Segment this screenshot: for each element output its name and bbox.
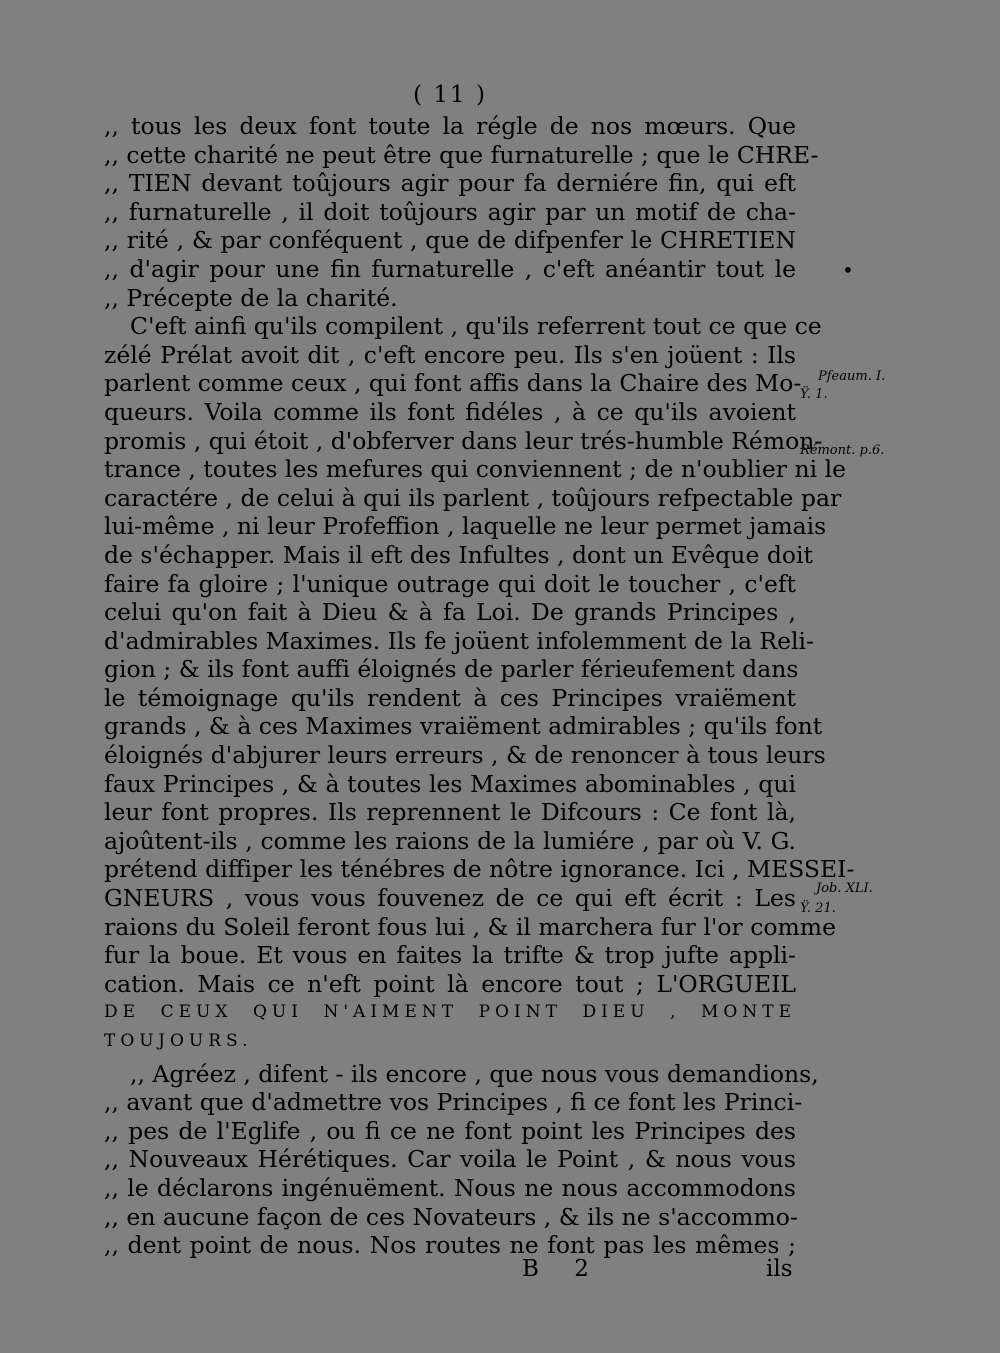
margin-note: Job. XLI. [816, 881, 873, 896]
text-line: trance , toutes les mefures qui conviennent ; de n'oublier ni le [104, 455, 847, 484]
text-line: TOUJOURS. [104, 1031, 253, 1051]
text-line: ,, dent point de nous. Nos routes ne font pas les mêmes ; [104, 1231, 796, 1260]
text-line: gion ; & ils font auffi éloignés de parler férieufement dans [104, 655, 799, 684]
text-line: ajoûtent-ils , comme les raions de la lumiére , par où V. G. [104, 826, 796, 855]
text-line: ,, cette charité ne peut être que furnaturelle ; que le CHRE- [104, 140, 819, 169]
text-line: ,, Agréez , difent - ils encore , que nous vous demandions, [130, 1059, 819, 1088]
text-line: faux Principes , & à toutes les Maximes abominables , qui [104, 769, 796, 798]
text-line: C'eft ainfi qu'ils compilent , qu'ils referrent tout ce que ce [130, 312, 822, 341]
text-line: ,, tous les deux font toute la régle de nos mœurs. Que [104, 112, 796, 140]
margin-note: Ÿ. 21. [800, 901, 836, 916]
text-line: fur la boue. Et vous en faites la trifte & trop jufte appli- [104, 941, 796, 970]
catchword: ils [766, 1256, 793, 1282]
text-line: faire fa gloire ; l'unique outrage qui doit le toucher , c'eft [104, 569, 796, 598]
text-line: raions du Soleil feront fous lui , & il marchera fur l'or comme [104, 912, 836, 941]
text-line: grands , & à ces Maximes vraiëment admirables ; qu'ils font [104, 712, 823, 741]
text-line: ,, rité , & par conféquent , que de difpenfer le CHRETIEN [104, 226, 796, 255]
text-line: ,, Nouveaux Hérétiques. Car voila le Point , & nous vous [104, 1145, 796, 1174]
text-line: ,, avant que d'admettre vos Principes , fi ce font les Princi- [104, 1088, 803, 1117]
text-line: GNEURS , vous vous fouvenez de ce qui eft écrit : Les [104, 884, 796, 913]
text-line: cation. Mais ce n'eft point là encore tout ; L'ORGUEIL [104, 969, 796, 998]
text-line: DE CEUX QUI N'AIMENT POINT DIEU , MONTE [104, 1002, 796, 1023]
text-line: queurs. Voila comme ils font fidéles , à ce qu'ils avoient [104, 397, 796, 426]
text-line: parlent comme ceux , qui font affis dans la Chaire des Mo- [104, 369, 802, 398]
text-line: de s'échapper. Mais il eft des Infultes , dont un Evêque doit [104, 540, 813, 569]
margin-note: Rémont. p.6. [800, 443, 885, 458]
text-line: d'admirables Maximes. Ils fe joüent infolemment de la Reli- [104, 626, 814, 655]
text-line: ,, pes de l'Eglife , ou fi ce ne font point les Principes des [104, 1116, 796, 1145]
text-line: le témoignage qu'ils rendent à ces Principes vraiëment [104, 683, 796, 712]
page-number: ( 11 ) [413, 82, 487, 108]
text-line: lui-même , ni leur Profeffion , laquelle ne leur permet jamais [104, 512, 827, 541]
text-line: caractére , de celui à qui ils parlent , toûjours refpectable par [104, 483, 842, 512]
text-line: ,, Précepte de la charité. [104, 283, 398, 312]
text-line: éloignés d'abjurer leurs erreurs , & de renoncer à tous leurs [104, 741, 826, 770]
margin-note: Pfeaum. I. [818, 369, 886, 384]
text-line: ,, d'agir pour une fin furnaturelle , c'eft anéantir tout le [104, 254, 796, 283]
text-line: promis , qui étoit , d'obferver dans leur trés-humble Rémon- [104, 426, 823, 455]
margin-mark: • [842, 258, 854, 282]
signature-mark: B 2 [522, 1256, 603, 1282]
text-line: prétend diffiper les ténébres de nôtre ignorance. Ici , MESSEI- [104, 855, 855, 884]
text-line: zélé Prélat avoit dit , c'eft encore peu. Ils s'en joüent : Ils [104, 340, 796, 369]
text-line: ,, en aucune façon de ces Novateurs , & ils ne s'accommo- [104, 1202, 798, 1231]
text-line: celui qu'on fait à Dieu & à fa Loi. De grands Principes , [104, 598, 796, 627]
text-line: ,, furnaturelle , il doit toûjours agir par un motif de cha- [104, 197, 796, 226]
margin-note: Ÿ. 1. [800, 387, 828, 402]
text-line: ,, le déclarons ingénuëment. Nous ne nous accommodons [104, 1173, 796, 1202]
text-line: leur font propres. Ils reprennent le Difcours : Ce font là, [104, 798, 796, 827]
text-line: ,, TIEN devant toûjours agir pour fa derniére fin, qui eft [104, 169, 796, 198]
